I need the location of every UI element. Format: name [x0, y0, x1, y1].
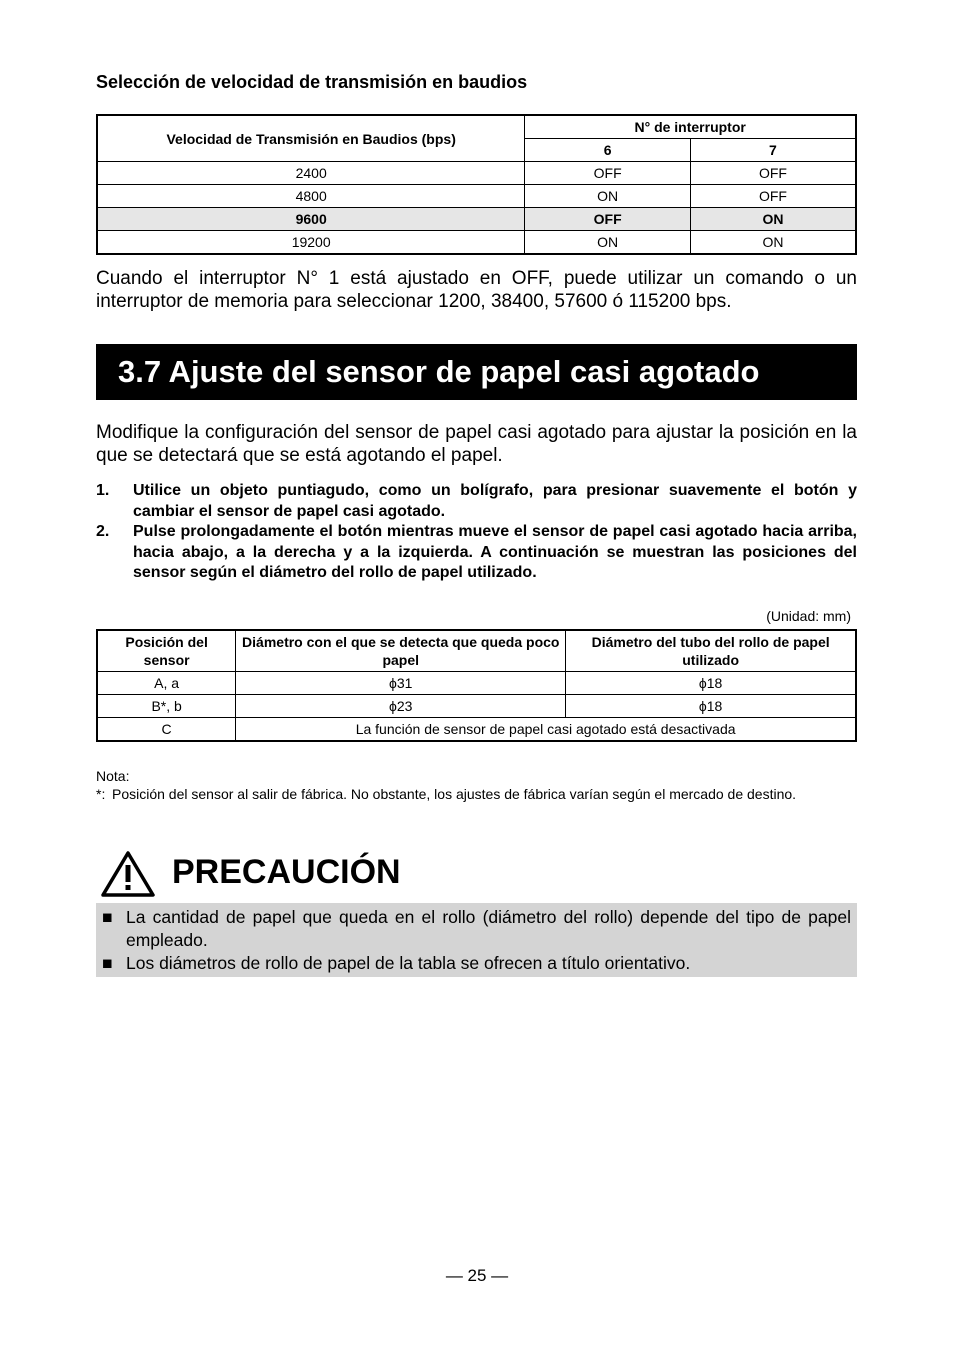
- note-text: Posición del sensor al salir de fábrica. No obstante, los ajustes de fábrica varían según el mercado de destino.: [112, 786, 797, 802]
- section-title: 3.7 Ajuste del sensor de papel casi agotado: [96, 344, 857, 400]
- switch6-cell: ON: [525, 185, 691, 208]
- switch7-cell: OFF: [690, 162, 856, 185]
- table-row: [97, 185, 856, 208]
- detect-cell: ϕ31: [236, 672, 566, 695]
- caution-text: La cantidad de papel que queda en el rollo (diámetro del rollo) depende del tipo de papel empleado.: [126, 907, 851, 950]
- speed-cell: 4800: [97, 185, 525, 208]
- col-header-7: 7: [690, 139, 856, 162]
- step-item: [96, 522, 857, 584]
- speed-cell: 2400: [97, 162, 525, 185]
- position-cell: C: [97, 718, 236, 742]
- switch7-cell: ON: [690, 231, 856, 255]
- step-number: 1.: [96, 482, 110, 499]
- warning-icon: [100, 850, 156, 903]
- caution-title: PRECAUCIÓN: [172, 853, 401, 891]
- sensor-table: [96, 629, 857, 742]
- baud-heading: Selección de velocidad de transmisión en baudios: [96, 72, 528, 92]
- col-header-6: 6: [525, 139, 691, 162]
- step-text: Utilice un objeto puntiagudo, como un bolígrafo, para presionar suavemente el botón y cambiar el sensor de papel casi agotado.: [133, 482, 857, 520]
- note-label: Nota:: [96, 768, 130, 784]
- speed-cell: 19200: [97, 231, 525, 255]
- caution-text: Los diámetros de rollo de papel de la tabla se ofrecen a título orientativo.: [126, 953, 691, 973]
- bullet-square-icon: ■: [102, 907, 113, 927]
- speed-cell: 9600: [97, 208, 525, 231]
- note-mark: *:: [96, 786, 106, 802]
- table-row: [97, 718, 856, 742]
- table-row: [97, 231, 856, 255]
- position-cell: A, a: [97, 672, 236, 695]
- col-header-tube: Diámetro del tubo del rollo de papel utilizado: [566, 630, 856, 672]
- switch6-cell: OFF: [525, 208, 691, 231]
- bullet-square-icon: ■: [102, 953, 113, 973]
- tube-cell: ϕ18: [566, 695, 856, 718]
- switch6-cell: OFF: [525, 162, 691, 185]
- note-body: [96, 785, 857, 803]
- col-header-speed: Velocidad de Transmisión en Baudios (bps): [97, 115, 525, 162]
- position-cell: B*, b: [97, 695, 236, 718]
- tube-cell: ϕ18: [566, 672, 856, 695]
- detect-cell: ϕ23: [236, 695, 566, 718]
- switch7-cell: ON: [690, 208, 856, 231]
- unit-label: (Unidad: mm): [766, 608, 851, 624]
- steps-list: [96, 481, 857, 584]
- step-text: Pulse prolongadamente el botón mientras mueve el sensor de papel casi agotado hacia arriba, hacia abajo, a la derecha y a la izquierda. A continuación se muestran las posiciones del sensor según el diámetro del rollo de papel utilizado.: [133, 523, 857, 581]
- col-header-detect: Diámetro con el que se detecta que queda poco papel: [236, 630, 566, 672]
- step-number: 2.: [96, 523, 110, 540]
- baud-rate-table: [96, 114, 857, 255]
- table-row: [97, 695, 856, 718]
- caution-item: [96, 952, 857, 975]
- col-header-position: Posición del sensor: [97, 630, 236, 672]
- table-row: [97, 162, 856, 185]
- switch6-cell: ON: [525, 231, 691, 255]
- table-row: [97, 672, 856, 695]
- col-header-switch: N° de interruptor: [525, 115, 856, 139]
- caution-box: [96, 903, 857, 977]
- section-intro: Modifique la configuración del sensor de papel casi agotado para ajustar la posición en la que se detectará que se está agotando el papel.: [96, 422, 857, 466]
- caution-item: [96, 906, 857, 952]
- switch7-cell: OFF: [690, 185, 856, 208]
- page-number: — 25 —: [445, 1266, 509, 1285]
- disabled-cell: La función de sensor de papel casi agotado está desactivada: [236, 718, 856, 742]
- baud-note: Cuando el interruptor N° 1 está ajustado en OFF, puede utilizar un comando o un interruptor de memoria para seleccionar 1200, 38400, 57600 ó 115200 bps.: [96, 268, 857, 312]
- table-row-default: [97, 208, 856, 231]
- step-item: [96, 481, 857, 522]
